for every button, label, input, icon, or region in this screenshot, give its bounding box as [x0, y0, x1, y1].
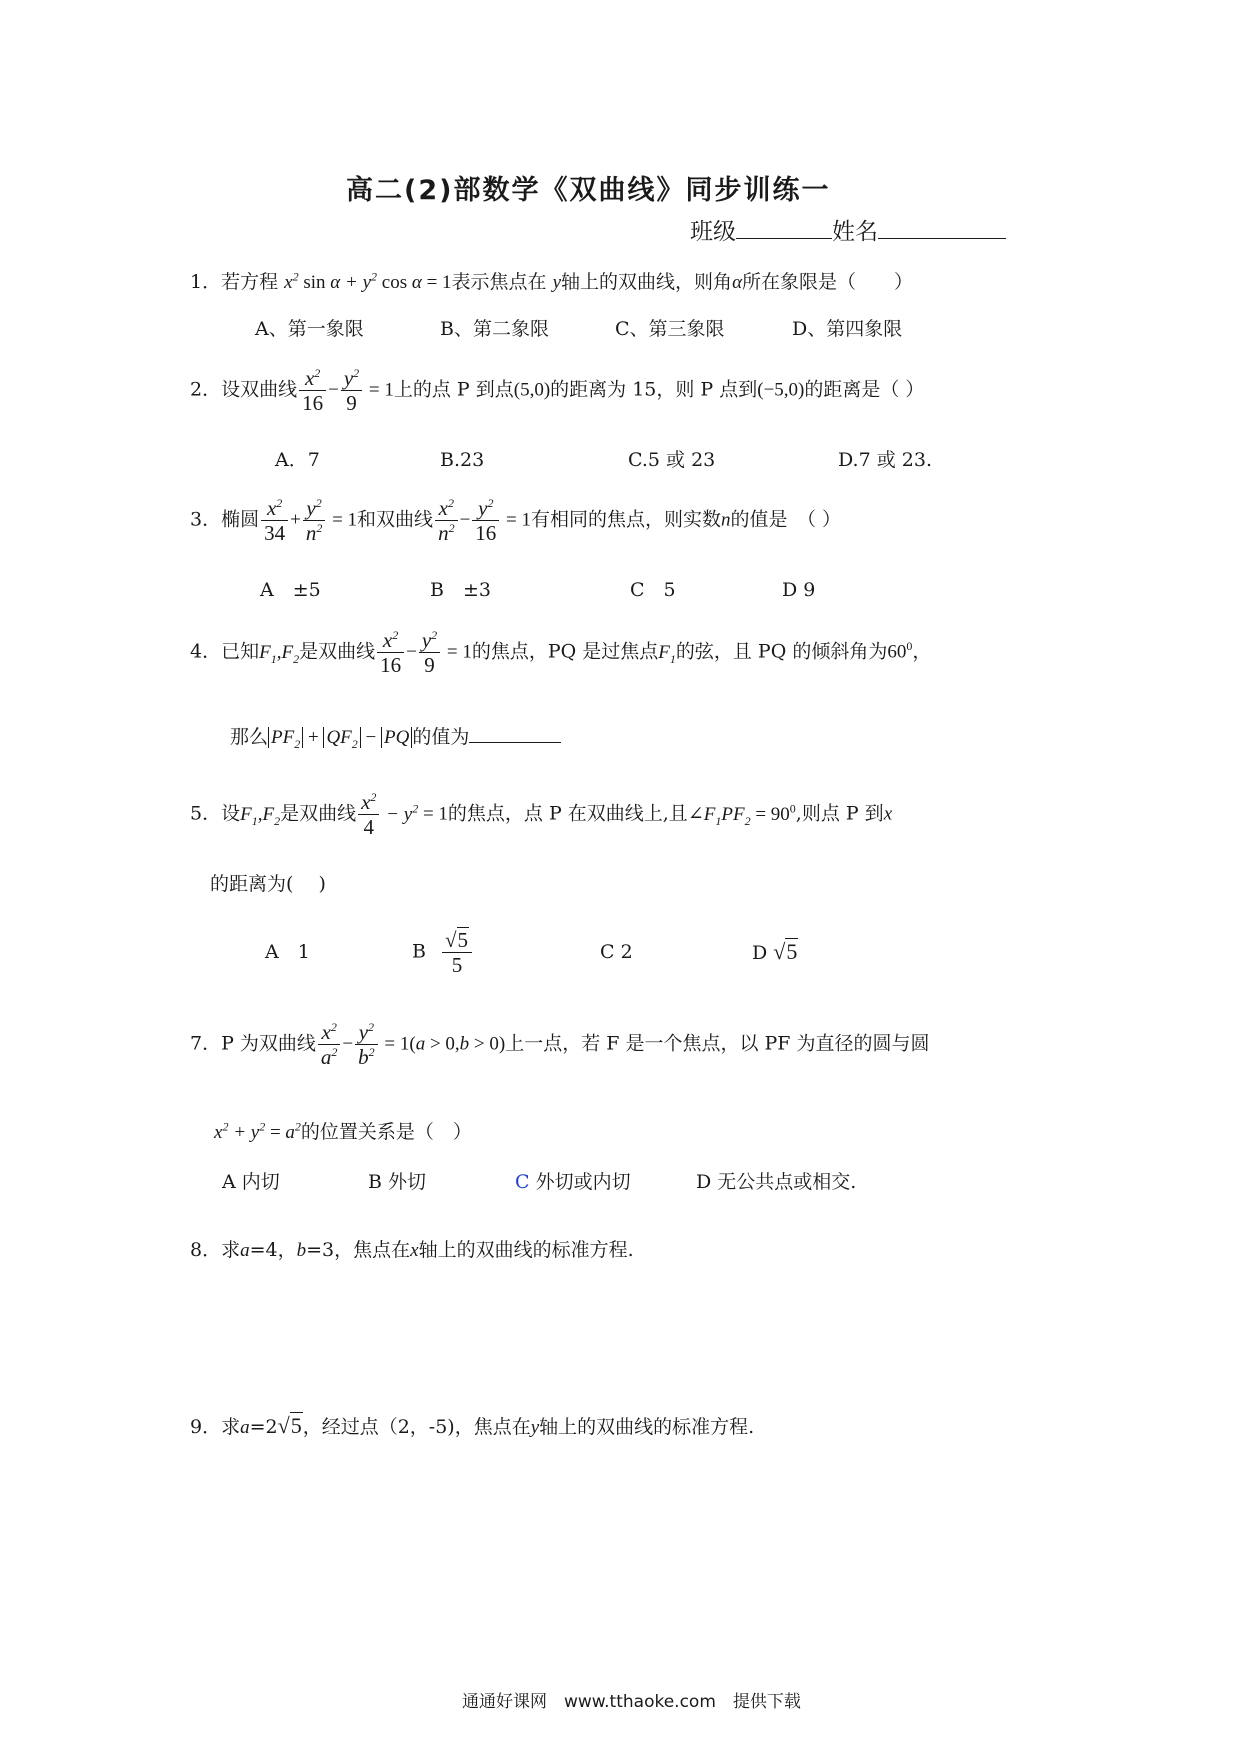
question-text: 上一点，若 F 是一个焦点，以 PF 为直径的圆与圆 [505, 1032, 930, 1055]
question-text: =3，焦点在 [306, 1239, 411, 1261]
question-number: 2． [190, 378, 222, 401]
math-expression: $F_1,F_2$ [259, 641, 300, 666]
question-number: 9． [190, 1416, 222, 1438]
option-a[interactable]: A、第一象限 [255, 318, 364, 340]
sqrt-symbol: √5 [773, 939, 798, 964]
sqrt-symbol: √5 [445, 928, 469, 952]
fraction: $\frac{√5}{5}$ [442, 928, 472, 977]
math-expression: $x^2 + y^2 = a^2$ [214, 1119, 301, 1143]
option-label: C [515, 1171, 530, 1193]
point: (5,0) [513, 379, 551, 401]
option-c[interactable]: C.5 或 23 [628, 449, 716, 471]
question-1 [190, 270, 913, 295]
question-text: 的弦，且 PQ 的倾斜角为 [675, 640, 888, 663]
math-variable: α [732, 272, 743, 293]
math-variable: x [883, 803, 893, 825]
question-text: 求 [221, 1239, 241, 1261]
question-text: 轴上的双曲线，则角 [561, 271, 733, 293]
angle-value: 60 [887, 641, 907, 663]
fraction: $\frac{y^2}{9}$ [341, 366, 362, 415]
math-expression: $\angle F_1PF_2 = 90^0$ [687, 801, 796, 828]
question-text: 的距离是（ ） [804, 378, 925, 401]
fraction: $\frac{x^2}{16}$ [377, 628, 404, 677]
option-a[interactable]: A ±5 [260, 579, 321, 601]
option-d[interactable]: D 9 [782, 579, 816, 601]
question-text: 有相同的焦点，则实数 [531, 508, 722, 531]
math-variable: n [721, 509, 731, 531]
fraction: $\frac{x^2}{16}$ [299, 366, 326, 415]
question-number: 3． [190, 508, 222, 531]
class-blank[interactable] [736, 218, 832, 239]
option-b[interactable]: B 外切 [368, 1171, 427, 1193]
math-expression: $x^2$ $\sin \alpha + y^2$ cos α = 1 [284, 269, 452, 293]
question-number: 1． [190, 271, 222, 293]
question-text: =2 [249, 1416, 278, 1438]
math-variable: b [296, 1240, 307, 1261]
question-text: 已知 [221, 640, 260, 663]
question-number: 7． [190, 1032, 222, 1055]
option-b[interactable]: B、第二象限 [440, 318, 549, 340]
math-expression: $F_1$ [658, 641, 676, 666]
question-4-line-2: 那么 $PF_2 + QF_2$ − PQ 的值为 [230, 722, 561, 750]
question-text: 的焦点，PQ 是过焦点 [471, 640, 659, 663]
student-info [690, 218, 1006, 244]
question-text: ，经过点（2，-5)，焦点在 [302, 1416, 531, 1438]
math-variable: y [530, 1417, 540, 1438]
question-text: 和双曲线 [357, 508, 434, 531]
question-text: 椭圆 [221, 508, 260, 531]
option-a[interactable]: A 1 [265, 941, 310, 963]
page-footer: 通通好课网 www.tthaoke.com 提供下载 [462, 1692, 801, 1712]
option-b[interactable]: B.23 [440, 449, 485, 471]
question-text: 上的点 P 到点 [393, 378, 514, 401]
question-text: =4， [249, 1239, 297, 1261]
fraction: $\frac{y^2}{n^2}$ [303, 496, 326, 545]
page-title: 高二(2)部数学《双曲线》同步训练一 [346, 175, 831, 206]
fraction: $\frac{x^2}{34}$ [261, 496, 288, 545]
option-a[interactable]: A．7 [275, 449, 320, 471]
math-expression: PQ [381, 727, 412, 748]
question-text: 所在象限是（ ） [742, 271, 914, 293]
name-blank[interactable] [878, 218, 1006, 239]
option-d[interactable]: D.7 或 23. [838, 449, 932, 471]
point: (−5,0) [757, 379, 805, 401]
math-expression: $PF_2$ [268, 727, 303, 748]
question-text: 设双曲线 [221, 378, 298, 401]
math-expression: $QF_2$ [323, 727, 360, 748]
question-number: 5． [190, 802, 222, 825]
option-b[interactable]: B ±3 [430, 579, 491, 601]
question-number: 4． [190, 640, 222, 663]
option-c[interactable] [515, 1170, 631, 1194]
question-text: 求 [221, 1416, 241, 1438]
math-variable: x [410, 1240, 419, 1261]
question-8 [190, 1238, 634, 1263]
option-c[interactable]: C 5 [630, 579, 676, 601]
question-text: 设 [221, 802, 241, 825]
question-number: 8． [190, 1239, 222, 1261]
question-2: 2．设双曲线 $\frac{x^2}{16}$ − $\frac{y^2}{9}$ = 1上的点 P 到点(5,0)的距离为 15，则 P 点到(−5,0)的距离是（ ） [190, 366, 925, 415]
question-text: 的位置关系是（ ） [300, 1121, 472, 1143]
fraction: $\frac{x^2}{n^2}$ [435, 496, 458, 545]
answer-blank[interactable] [469, 722, 561, 743]
option-c[interactable]: C、第三象限 [615, 318, 725, 340]
fraction: $\frac{y^2}{b^2}$ [355, 1020, 378, 1069]
math-variable: a [240, 1240, 250, 1261]
question-text: P 为双曲线 [221, 1032, 316, 1055]
question-text: 表示焦点在 [451, 271, 547, 293]
option-label: D [752, 942, 768, 964]
degree-mark: 0 [906, 639, 913, 654]
fraction: $\frac{y^2}{9}$ [419, 628, 440, 677]
question-text: 那么 [230, 726, 269, 748]
option-label: B [412, 940, 426, 963]
option-a[interactable]: A 内切 [222, 1171, 280, 1193]
class-label: 班级 [690, 219, 736, 245]
option-text: 外切或内切 [535, 1171, 631, 1193]
question-text: 是双曲线 [280, 802, 357, 825]
question-5: 5．设$F_1,F_2$是双曲线 $\frac{x^2}{4}$ − $y^2 = 1$的焦点，点 P 在双曲线上,且$\angle F_1PF_2 = 90^0$,则点 P 到x [190, 790, 893, 839]
question-4: 4．已知$F_1,F_2$是双曲线 $\frac{x^2}{16}$ − $\frac{y^2}{9}$ = 1的焦点，PQ 是过焦点$F_1$的弦，且 PQ 的倾斜角为$60^0$， [190, 628, 932, 677]
fraction: $\frac{x^2}{4}$ [358, 790, 379, 839]
name-label: 姓名 [832, 219, 878, 245]
question-5-line-2: 的距离为( ) [210, 873, 326, 895]
question-text: 的焦点，点 P 在双曲线上,且 [447, 802, 688, 825]
question-7: 7．P 为双曲线 $\frac{x^2}{a^2}$ − $\frac{y^2}{b^2}$ = 1(a > 0,b > 0)上一点，若 F 是一个焦点，以 PF 为直径的圆与圆 [190, 1020, 930, 1069]
question-text: 轴上的双曲线的标准方程. [539, 1416, 755, 1438]
question-text: 的值为 [412, 726, 470, 748]
fraction: $\frac{x^2}{a^2}$ [318, 1020, 341, 1069]
option-d[interactable]: D 无公共点或相交. [696, 1171, 857, 1193]
option-b[interactable] [412, 928, 474, 977]
question-text: ,则点 P 到 [795, 802, 884, 825]
question-9 [190, 1414, 754, 1440]
option-d[interactable] [752, 940, 798, 965]
fraction: $\frac{y^2}{16}$ [472, 496, 499, 545]
math-variable: a [240, 1417, 250, 1438]
question-3: 3．椭圆 $\frac{x^2}{34}$ + $\frac{y^2}{n^2}$ = 1和双曲线 $\frac{x^2}{n^2}$ − $\frac{y^2}{16}$ = 1有相同的焦点，则实数n的值是 （ ） [190, 496, 842, 545]
question-text: 的距离为 15，则 P 点到 [550, 378, 758, 401]
sqrt-symbol: √5 [277, 1413, 302, 1438]
math-expression: $F_1,F_2$ [240, 803, 281, 828]
question-text: 轴上的双曲线的标准方程. [418, 1239, 634, 1261]
math-variable: y [552, 272, 562, 293]
option-d[interactable]: D、第四象限 [792, 318, 903, 340]
question-text: 若方程 [221, 271, 279, 293]
question-text: 是双曲线 [299, 640, 376, 663]
question-7-line-2 [214, 1120, 472, 1145]
option-c[interactable]: C 2 [600, 941, 633, 963]
question-text: 的值是 （ ） [730, 508, 842, 531]
